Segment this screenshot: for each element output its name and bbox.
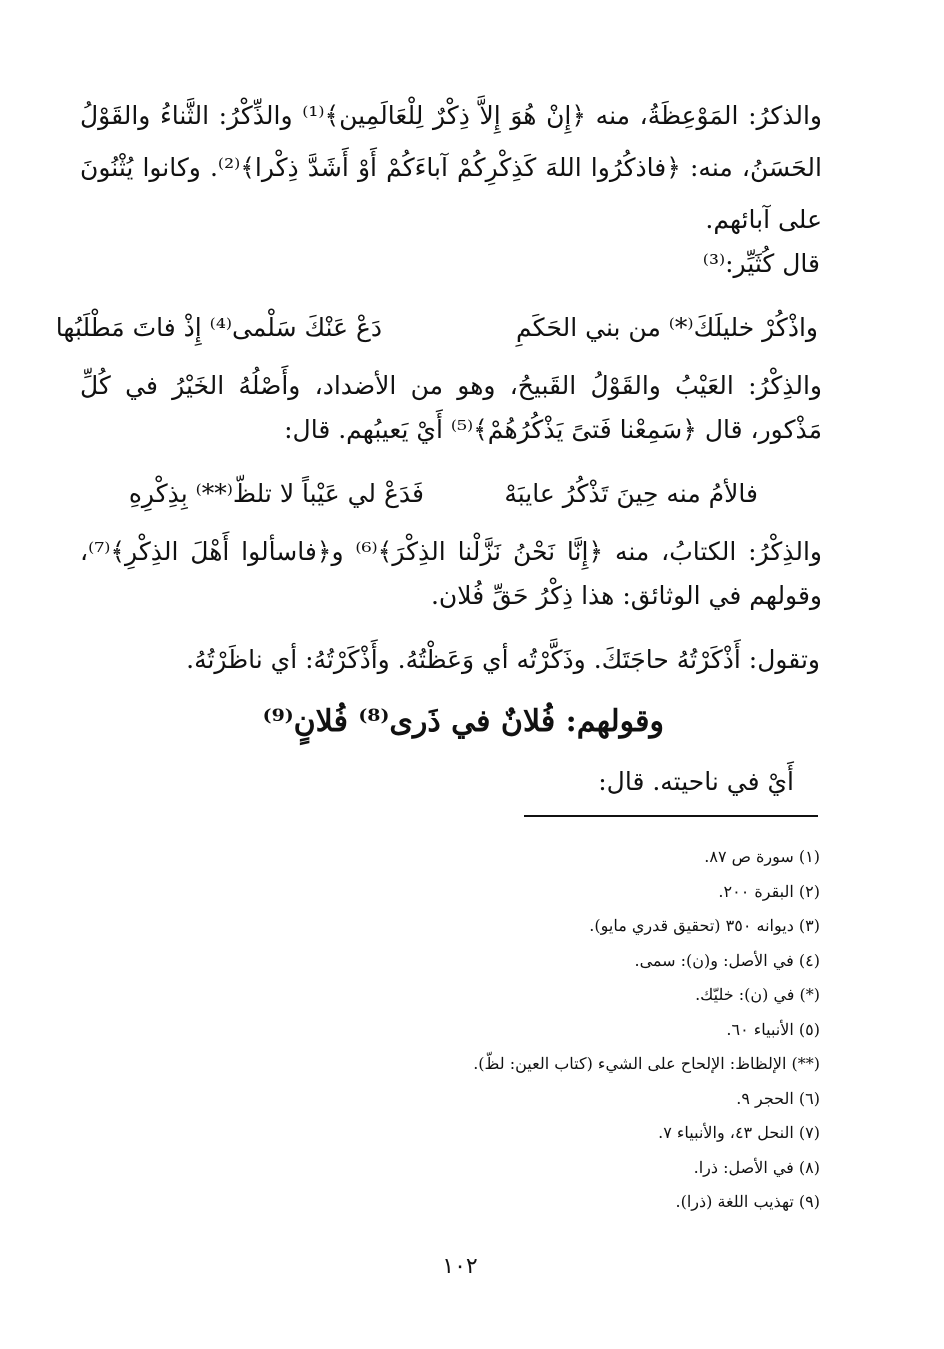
footnote-item: (٥) الأنبياء ٦٠. bbox=[726, 1019, 820, 1039]
footnote-item: (٣) ديوانه ٣٥٠ (تحقيق قدري مايو). bbox=[589, 916, 820, 935]
page-number: ١٠٢ bbox=[442, 1254, 478, 1279]
footnote-item: (٤) في الأصل: و(ن): سمى. bbox=[634, 950, 820, 970]
footnote-divider bbox=[524, 815, 818, 817]
footnote-item: (٧) النحل ٤٣، والأنبياء ٧. bbox=[658, 1123, 820, 1142]
footnote-item: (**) الإلظاظ: الإلحاح على الشيء (كتاب العين: لظّ). bbox=[473, 1054, 820, 1073]
footnote-item: (٢) البقرة ٢٠٠. bbox=[718, 881, 820, 901]
paragraph-dhikr-fault: والذِكْرُ: العَيْبُ والقَوْلُ القَبيحُ، وهو من الأضداد، وأَصْلُهُ الخَيْرُ في كُلِّ مَذْكور، قال ﴿سَمِعْنا فَتىً يَذْكُرُهُمْ﴾⁽⁵⁾ أَيْ يَعيبُهم. قال: bbox=[80, 371, 822, 444]
footnote-item: (٩) تهذيب اللغة (ذرا). bbox=[675, 1192, 820, 1211]
footnote-item: (*) في (ن): خليّك. bbox=[695, 985, 820, 1004]
verse-2-second-hemistich: فالأمُ منه حِينَ تَذْكُرُ عايبَهْ bbox=[504, 479, 758, 508]
entry-heading: وقولهم: فُلانٌ في ذَرى⁽⁸⁾ فُلانٍ⁽⁹⁾ bbox=[262, 704, 664, 739]
footnote-item: (٦) الحجر ٩. bbox=[736, 1088, 820, 1108]
paragraph-nahiyatih: أَيْ في ناحيته. قال: bbox=[598, 767, 794, 796]
paragraph-dhikr-admonition: والذكرُ: المَوْعِظَةُ، منه ﴿إِنْ هُوَ إِلاَّ ذِكْرٌ لِلْعَالَمِين﴾⁽¹⁾ والذِّكْرُ: الثَّناءُ والقَوْلُ الحَسَنُ، منه: ﴿فاذكُرُوا اللهَ كَذِكْرِكُمْ آباءَكُمْ أَوْ أَشَدَّ ذِكْرا﴾⁽²⁾. وكانوا يُثْنُونَ على آبائهم. bbox=[80, 101, 822, 234]
kuthayyir-intro: قال كُثَيِّر:⁽³⁾ bbox=[702, 249, 820, 278]
paragraph-adhkartuhu: وتقول: أَذْكَرْتُهُ حاجَتَكَ. وذَكَّرْتُه أي وَعَظْتُهُ. وأَذْكَرْتُهُ: أي ناظَرْتُهُ. bbox=[186, 645, 820, 674]
footnote-item: (٨) في الأصل: ذرا. bbox=[693, 1157, 820, 1177]
footnote-item: (١) سورة ص ٨٧. bbox=[704, 847, 820, 866]
footnotes-list bbox=[320, 840, 820, 1220]
verse-1-first-hemistich: دَعْ عَنْكَ سَلْمى⁽⁴⁾ إِذْ فاتَ مَطْلَبُها bbox=[55, 313, 382, 342]
verse-2-first-hemistich: فَدَعْ لي عَيْباً لا تلظّ⁽**⁾ بِذِكْرِهِ bbox=[128, 479, 424, 508]
verse-1-second-hemistich: واذْكُرْ خليلَكَ⁽*⁾ من بني الحَكَمِ bbox=[516, 313, 818, 342]
paragraph-dhikr-book: والذِكْرُ: الكتابُ، منه ﴿إِنَّا نَحْنُ نَزَّلْنا الذِكْرَ﴾⁽⁶⁾ و﴿فاسألوا أَهْلَ الذِكْرِ﴾⁽⁷⁾، وقولهم في الوثائق: هذا ذِكْرُ حَقِّ فُلان. bbox=[80, 537, 823, 610]
